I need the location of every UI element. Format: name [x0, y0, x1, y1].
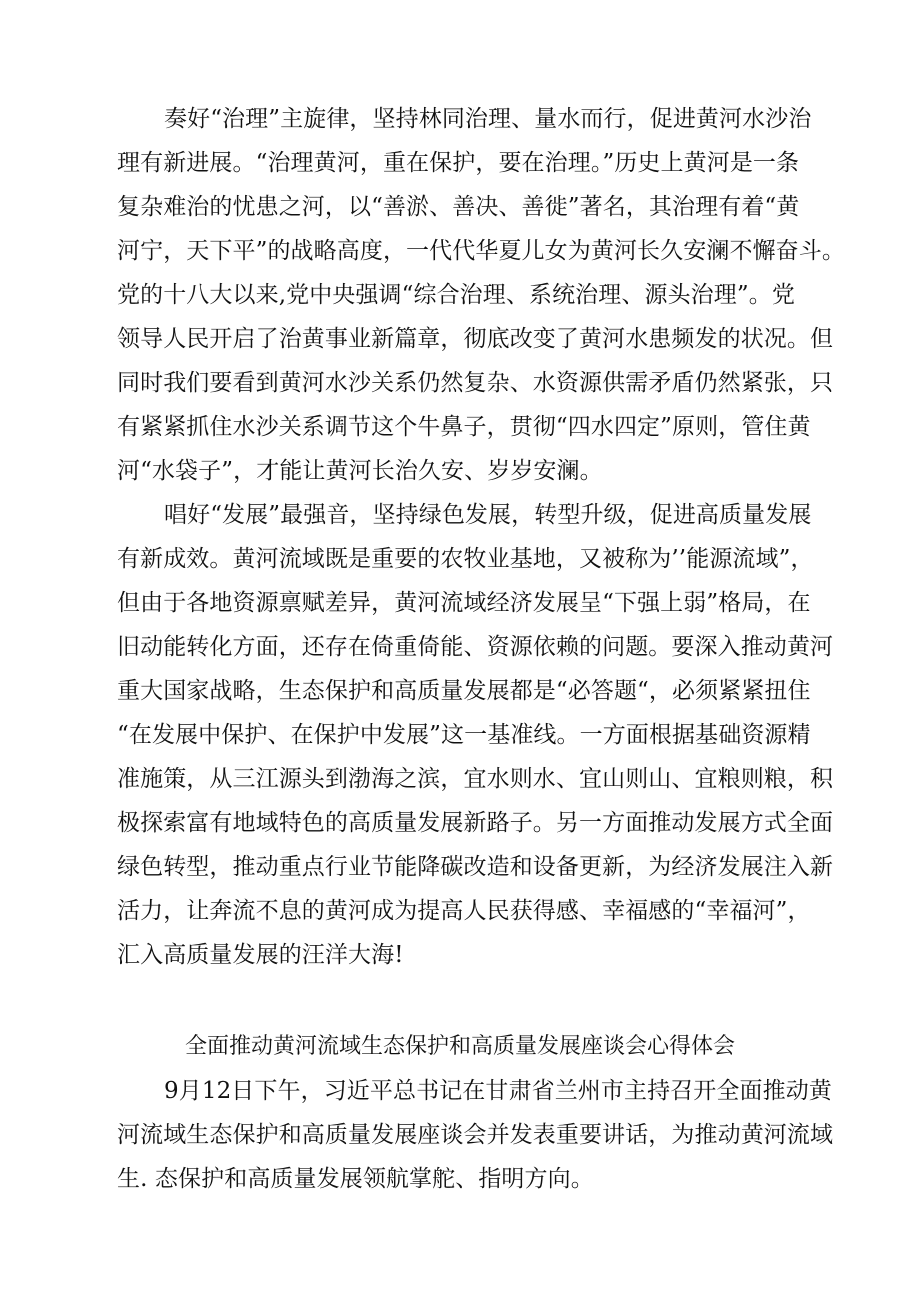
paragraph-2-line: 极探索富有地域特色的高质量发展新路子。另一方面推动发展方式全面 [117, 810, 834, 836]
paragraph-1-line: 复杂难治的忧患之河，以“善淤、善决、善徙”著名，其治理有着“黄 [117, 194, 800, 220]
paragraph-3-line: 河流域生态保护和高质量发展座谈会并发表重要讲话，为推动黄河流域 [117, 1122, 834, 1148]
paragraph-1-line: 领导人民开启了治黄事业新篇章，彻底改变了黄河水患频发的状况。但 [117, 326, 834, 352]
paragraph-2-line: 汇入高质量发展的汪洋大海! [117, 942, 404, 968]
paragraph-1-line: 奏好“治理”主旋律，坚持林同治理、量水而行，促进黄河水沙治 [164, 106, 812, 132]
paragraph-2-line: 但由于各地资源禀赋差异，黄河流域经济发展呈“下强上弱”格局，在 [117, 590, 811, 616]
paragraph-2-line: 旧动能转化方面，还存在倚重倚能、资源依赖的问题。要深入推动黄河 [117, 634, 834, 660]
paragraph-2-line: “在发展中保护、在保护中发展”这一基准线。一方面根据基础资源精 [117, 722, 811, 748]
paragraph-1-line: 河“水袋子”，才能让黄河长治久安、岁岁安澜。 [117, 458, 603, 484]
paragraph-1-line: 党的十八大以来,党中央强调“综合治理、系统治理、源头治理”。党 [117, 282, 795, 308]
paragraph-1-line: 河宁，天下平”的战略高度，一代代华夏儿女为黄河长久安澜不懈奋斗。 [117, 238, 845, 264]
paragraph-2-line: 重大国家战略，生态保护和高质量发展都是“必答题“，必须紧紧扭住 [117, 678, 811, 704]
paragraph-1-line: 理有新进展。“治理黄河，重在保护，要在治理。”历史上黄河是一条 [117, 150, 800, 176]
paragraph-2-line: 有新成效。黄河流域既是重要的农牧业基地，又被称为’’能源流域”， [117, 546, 814, 572]
paragraph-2-line: 唱好“发展”最强音，坚持绿色发展，转型升级，促进高质量发展 [164, 502, 812, 528]
paragraph-2-line: 活力，让奔流不息的黄河成为提高人民获得感、幸福感的“幸福河”， [117, 898, 811, 924]
paragraph-2-line: 绿色转型，推动重点行业节能降碳改造和设备更新，为经济发展注入新 [117, 854, 834, 880]
paragraph-1-line: 同时我们要看到黄河水沙关系仍然复杂、水资源供需矛盾仍然紧张，只 [117, 370, 834, 396]
paragraph-1-line: 有紧紧抓住水沙关系调节这个牛鼻子，贯彻“四水四定”原则，管住黄 [117, 414, 811, 440]
section-heading: 全面推动黄河流域生态保护和高质量发展座谈会心得体会 [184, 1034, 735, 1059]
paragraph-2-line: 准施策，从三江源头到渤海之滨，宜水则水、宜山则山、宜粮则粮，积 [117, 766, 834, 792]
paragraph-3-line: 生. 态保护和高质量发展领航掌舵、指明方向。 [117, 1166, 594, 1192]
paragraph-3-line: 9月12日下午，习近平总书记在甘肃省兰州市主持召开全面推动黄 [164, 1078, 832, 1104]
